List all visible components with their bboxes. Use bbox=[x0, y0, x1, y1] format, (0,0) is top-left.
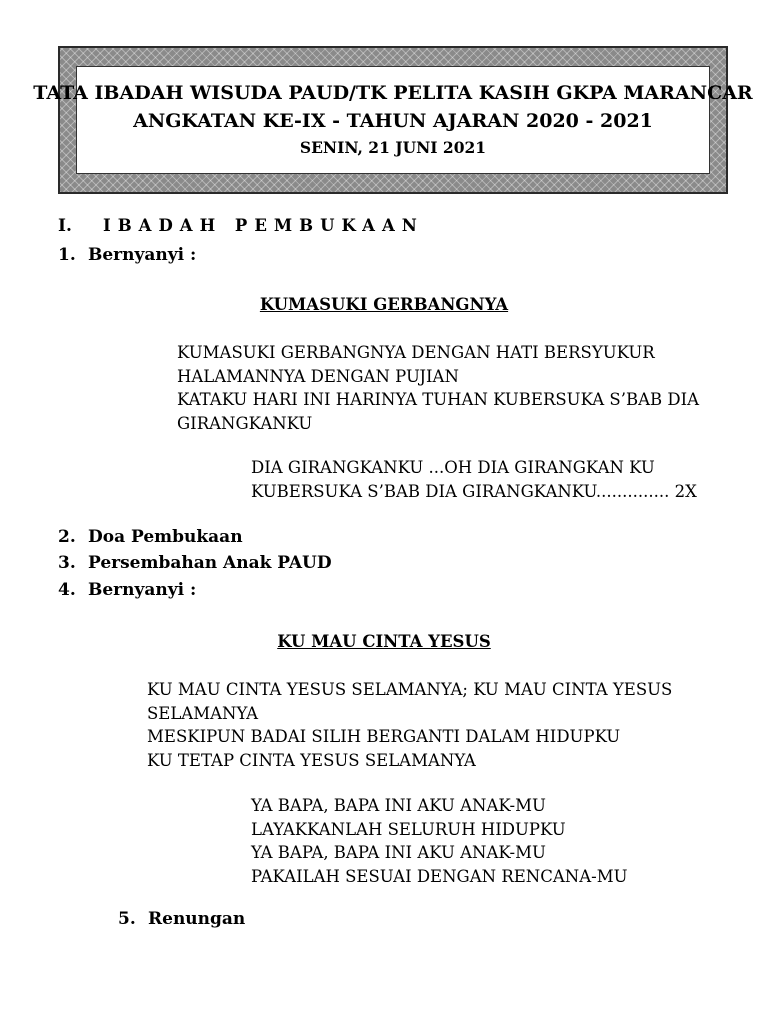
lyric-line: KUMASUKI GERBANGNYA DENGAN HATI BERSYUKUR bbox=[177, 343, 655, 362]
list-item-5 bbox=[118, 909, 245, 929]
item-number: 3. bbox=[58, 553, 76, 573]
item-label: Renungan bbox=[148, 909, 246, 929]
item-number: 1. bbox=[58, 245, 76, 265]
song1-chorus bbox=[251, 456, 697, 503]
item-label: Doa Pembukaan bbox=[88, 527, 243, 547]
header-frame bbox=[33, 46, 753, 194]
lyric-line: KUBERSUKA S’BAB DIA GIRANGKANKU.............. 2X bbox=[251, 481, 697, 501]
item-label: Bernyanyi : bbox=[88, 245, 197, 265]
item-number: 2. bbox=[58, 527, 76, 547]
lyric-line: SELAMANYA bbox=[147, 703, 258, 723]
lyric-line: YA BAPA, BAPA INI AKU ANAK-MU bbox=[251, 843, 546, 862]
song1-verse bbox=[177, 341, 699, 435]
lyric-line: KU MAU CINTA YESUS SELAMANYA; KU MAU CINTA YESUS bbox=[147, 680, 673, 699]
header-box bbox=[33, 66, 753, 174]
list-item-4 bbox=[58, 580, 196, 600]
song2-title: KU MAU CINTA YESUS bbox=[277, 632, 491, 651]
song2-verse bbox=[147, 678, 672, 772]
lyric-line: HALAMANNYA DENGAN PUJIAN bbox=[177, 366, 459, 386]
list-item-1 bbox=[58, 245, 196, 265]
header-date: SENIN, 21 JUNI 2021 bbox=[299, 138, 487, 157]
lyric-line: KATAKU HARI INI HARINYA TUHAN KUBERSUKA S’BAB DIA bbox=[177, 390, 700, 409]
lyric-line: PAKAILAH SESUAI DENGAN RENCANA-MU bbox=[251, 866, 628, 886]
header-title-line1: TATA IBADAH WISUDA PAUD/TK PELITA KASIH GKPA MARANCAR bbox=[33, 82, 753, 104]
lyric-line: GIRANGKANKU bbox=[177, 413, 313, 433]
lyric-line: YA BAPA, BAPA INI AKU ANAK-MU bbox=[251, 796, 546, 815]
section-title: IBADAH PEMBUKAAN bbox=[103, 216, 424, 235]
item-number: 5. bbox=[118, 909, 136, 929]
song2-chorus bbox=[251, 794, 628, 888]
lyric-line: MESKIPUN BADAI SILIH BERGANTI DALAM HIDUPKU bbox=[147, 727, 621, 746]
lyric-line: LAYAKKANLAH SELURUH HIDUPKU bbox=[251, 819, 566, 839]
item-number: 4. bbox=[58, 580, 76, 600]
song1-title: KUMASUKI GERBANGNYA bbox=[259, 295, 509, 314]
list-item-2 bbox=[58, 527, 243, 547]
header-title-line2: ANGKATAN KE-IX - TAHUN AJARAN 2020 - 2021 bbox=[133, 110, 653, 132]
item-label: Persembahan Anak PAUD bbox=[88, 553, 332, 573]
section-number: I. bbox=[58, 216, 72, 236]
item-label: Bernyanyi : bbox=[88, 580, 197, 600]
list-item-3 bbox=[58, 553, 332, 573]
lyric-line: KU TETAP CINTA YESUS SELAMANYA bbox=[147, 750, 476, 770]
lyric-line: DIA GIRANGKANKU ...OH DIA GIRANGKAN KU bbox=[251, 458, 655, 477]
